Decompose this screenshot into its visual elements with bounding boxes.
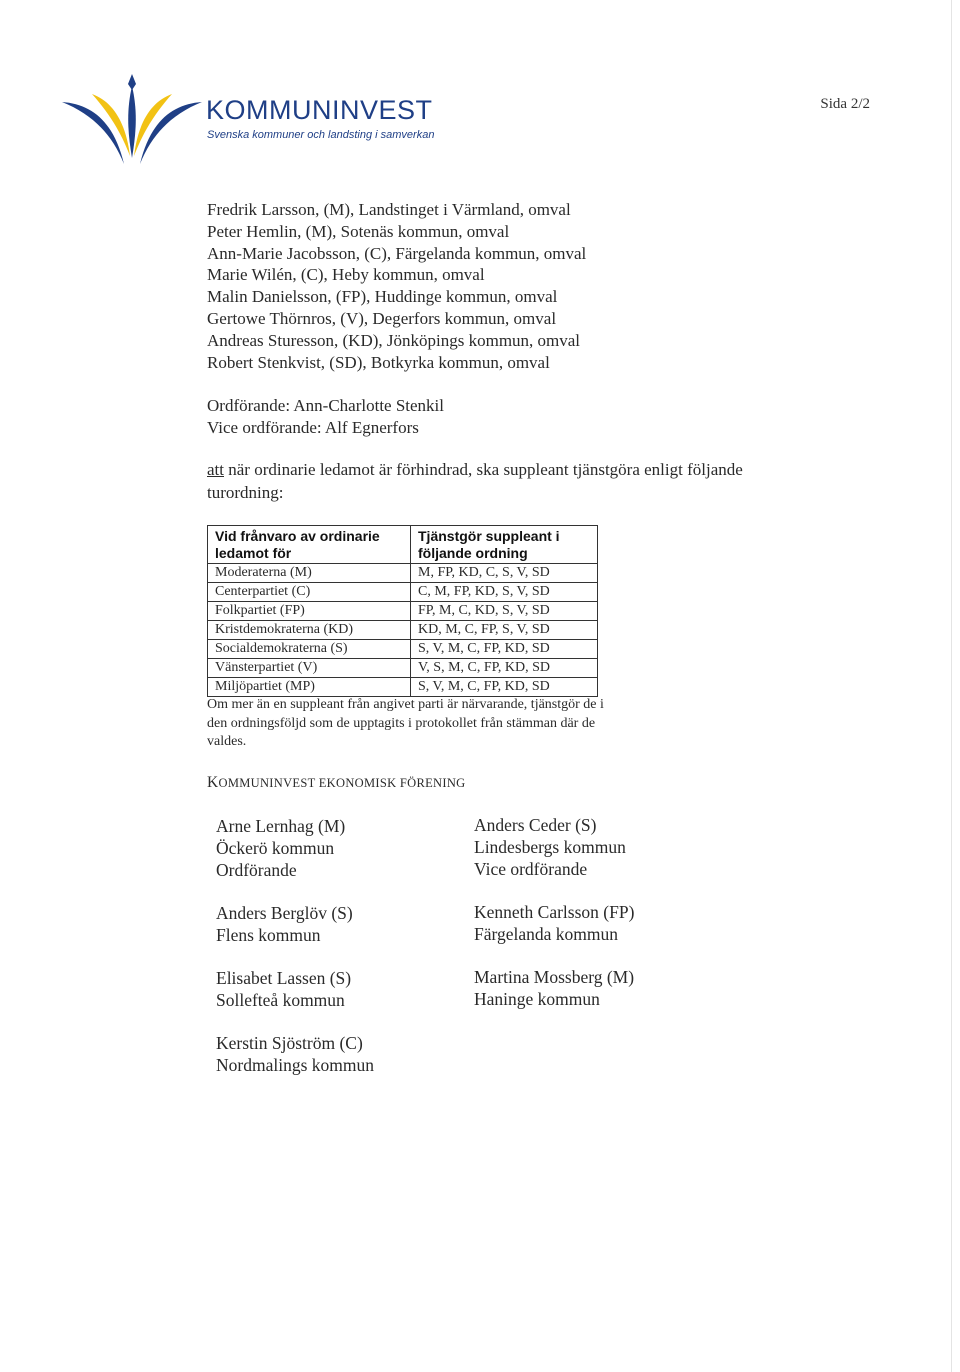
signatory-place: Haninge kommun [474,989,600,1009]
att-keyword: att [207,460,224,479]
signature-block [216,815,345,881]
order-cell: S, V, M, C, FP, KD, SD [411,678,598,697]
party-cell: Vänsterpartiet (V) [208,659,411,678]
table-row [208,564,598,583]
party-cell: Miljöpartiet (MP) [208,678,411,697]
signatory-name: Martina Mossberg (M) [474,967,635,987]
party-cell: Moderaterna (M) [208,564,411,583]
kommuninvest-logo-icon [62,72,202,168]
signatory-name: Arne Lernhag (M) [216,816,346,836]
page-edge-line [951,0,952,1372]
signature-block [474,814,626,880]
signatory-place: Färgelanda kommun [474,924,619,944]
signatory-place: Öckerö kommun [216,838,335,858]
table-note: Om mer än en suppleant från angivet parti är närvarande, tjänstgör de i den ordningsföljd som de upptagits i protokollet från stämman där de valdes. [207,697,604,749]
table-row [208,678,598,697]
column-header-order: Tjänstgör suppleant i följande ordning [411,526,598,564]
signatory-role: Vice ordförande [474,859,588,879]
page-number: Sida 2/2 [820,96,870,112]
vice-chair-line: Vice ordförande: Alf Egnerfors [207,417,419,437]
order-cell: C, M, FP, KD, S, V, SD [411,583,598,602]
column-header-absent: Vid frånvaro av ordinarie ledamot för [208,526,411,564]
party-cell: Folkpartiet (FP) [208,602,411,621]
substitution-table [207,525,598,697]
signature-block [216,1032,374,1076]
table-row [208,583,598,602]
member-line: Robert Stenkvist, (SD), Botkyrka kommun, omval [207,352,550,372]
party-cell: Kristdemokraterna (KD) [208,621,411,640]
signatory-name: Anders Ceder (S) [474,815,597,835]
signatory-place: Nordmalings kommun [216,1055,374,1075]
member-line: Marie Wilén, (C), Heby kommun, omval [207,265,485,285]
signatory-place: Lindesbergs kommun [474,837,626,857]
order-cell: FP, M, C, KD, S, V, SD [411,602,598,621]
substitution-clause [207,458,807,504]
signatory-name: Anders Berglöv (S) [216,903,353,923]
table-row [208,621,598,640]
brand-name: KOMMUNINVEST [206,95,433,125]
member-line: Gertowe Thörnros, (V), Degerfors kommun, omval [207,308,557,328]
party-cell: Socialdemokraterna (S) [208,640,411,659]
signature-block [216,967,351,1011]
signatory-name: Kerstin Sjöström (C) [216,1033,363,1053]
signatory-name: Kenneth Carlsson (FP) [474,902,635,922]
signatory-place: Flens kommun [216,925,321,945]
order-cell: KD, M, C, FP, S, V, SD [411,621,598,640]
org-rest: OMMUNINVEST EKONOMISK FÖRENING [218,776,466,790]
order-cell: S, V, M, C, FP, KD, SD [411,640,598,659]
signature-block [474,901,634,945]
member-line: Malin Danielsson, (FP), Huddinge kommun, omval [207,287,558,307]
order-cell: M, FP, KD, C, S, V, SD [411,564,598,583]
signatory-name: Elisabet Lassen (S) [216,968,352,988]
member-list [207,199,586,373]
org-initial: K [207,774,219,791]
brand-tagline: Svenska kommuner och landsting i samverkan [207,129,435,141]
signature-block [474,966,634,1010]
signatory-place: Sollefteå kommun [216,990,345,1010]
table-row [208,640,598,659]
party-cell: Centerpartiet (C) [208,583,411,602]
chair-block [207,395,444,439]
member-line: Fredrik Larsson, (M), Landstinget i Värmland, omval [207,200,571,219]
signature-block [216,902,353,946]
member-line: Andreas Sturesson, (KD), Jönköpings kommun, omval [207,330,581,350]
table-row [208,602,598,621]
order-cell: V, S, M, C, FP, KD, SD [411,659,598,678]
table-header-row [208,526,598,564]
chair-line: Ordförande: Ann-Charlotte Stenkil [207,396,445,415]
member-line: Peter Hemlin, (M), Sotenäs kommun, omval [207,221,510,241]
table-row [208,659,598,678]
clause-text: när ordinarie ledamot är förhindrad, ska suppleant tjänstgöra enligt följande turordning: [207,460,743,502]
signatory-role: Ordförande [216,860,297,880]
member-line: Ann-Marie Jacobsson, (C), Färgelanda kommun, omval [207,243,587,263]
organisation-name [207,774,465,792]
